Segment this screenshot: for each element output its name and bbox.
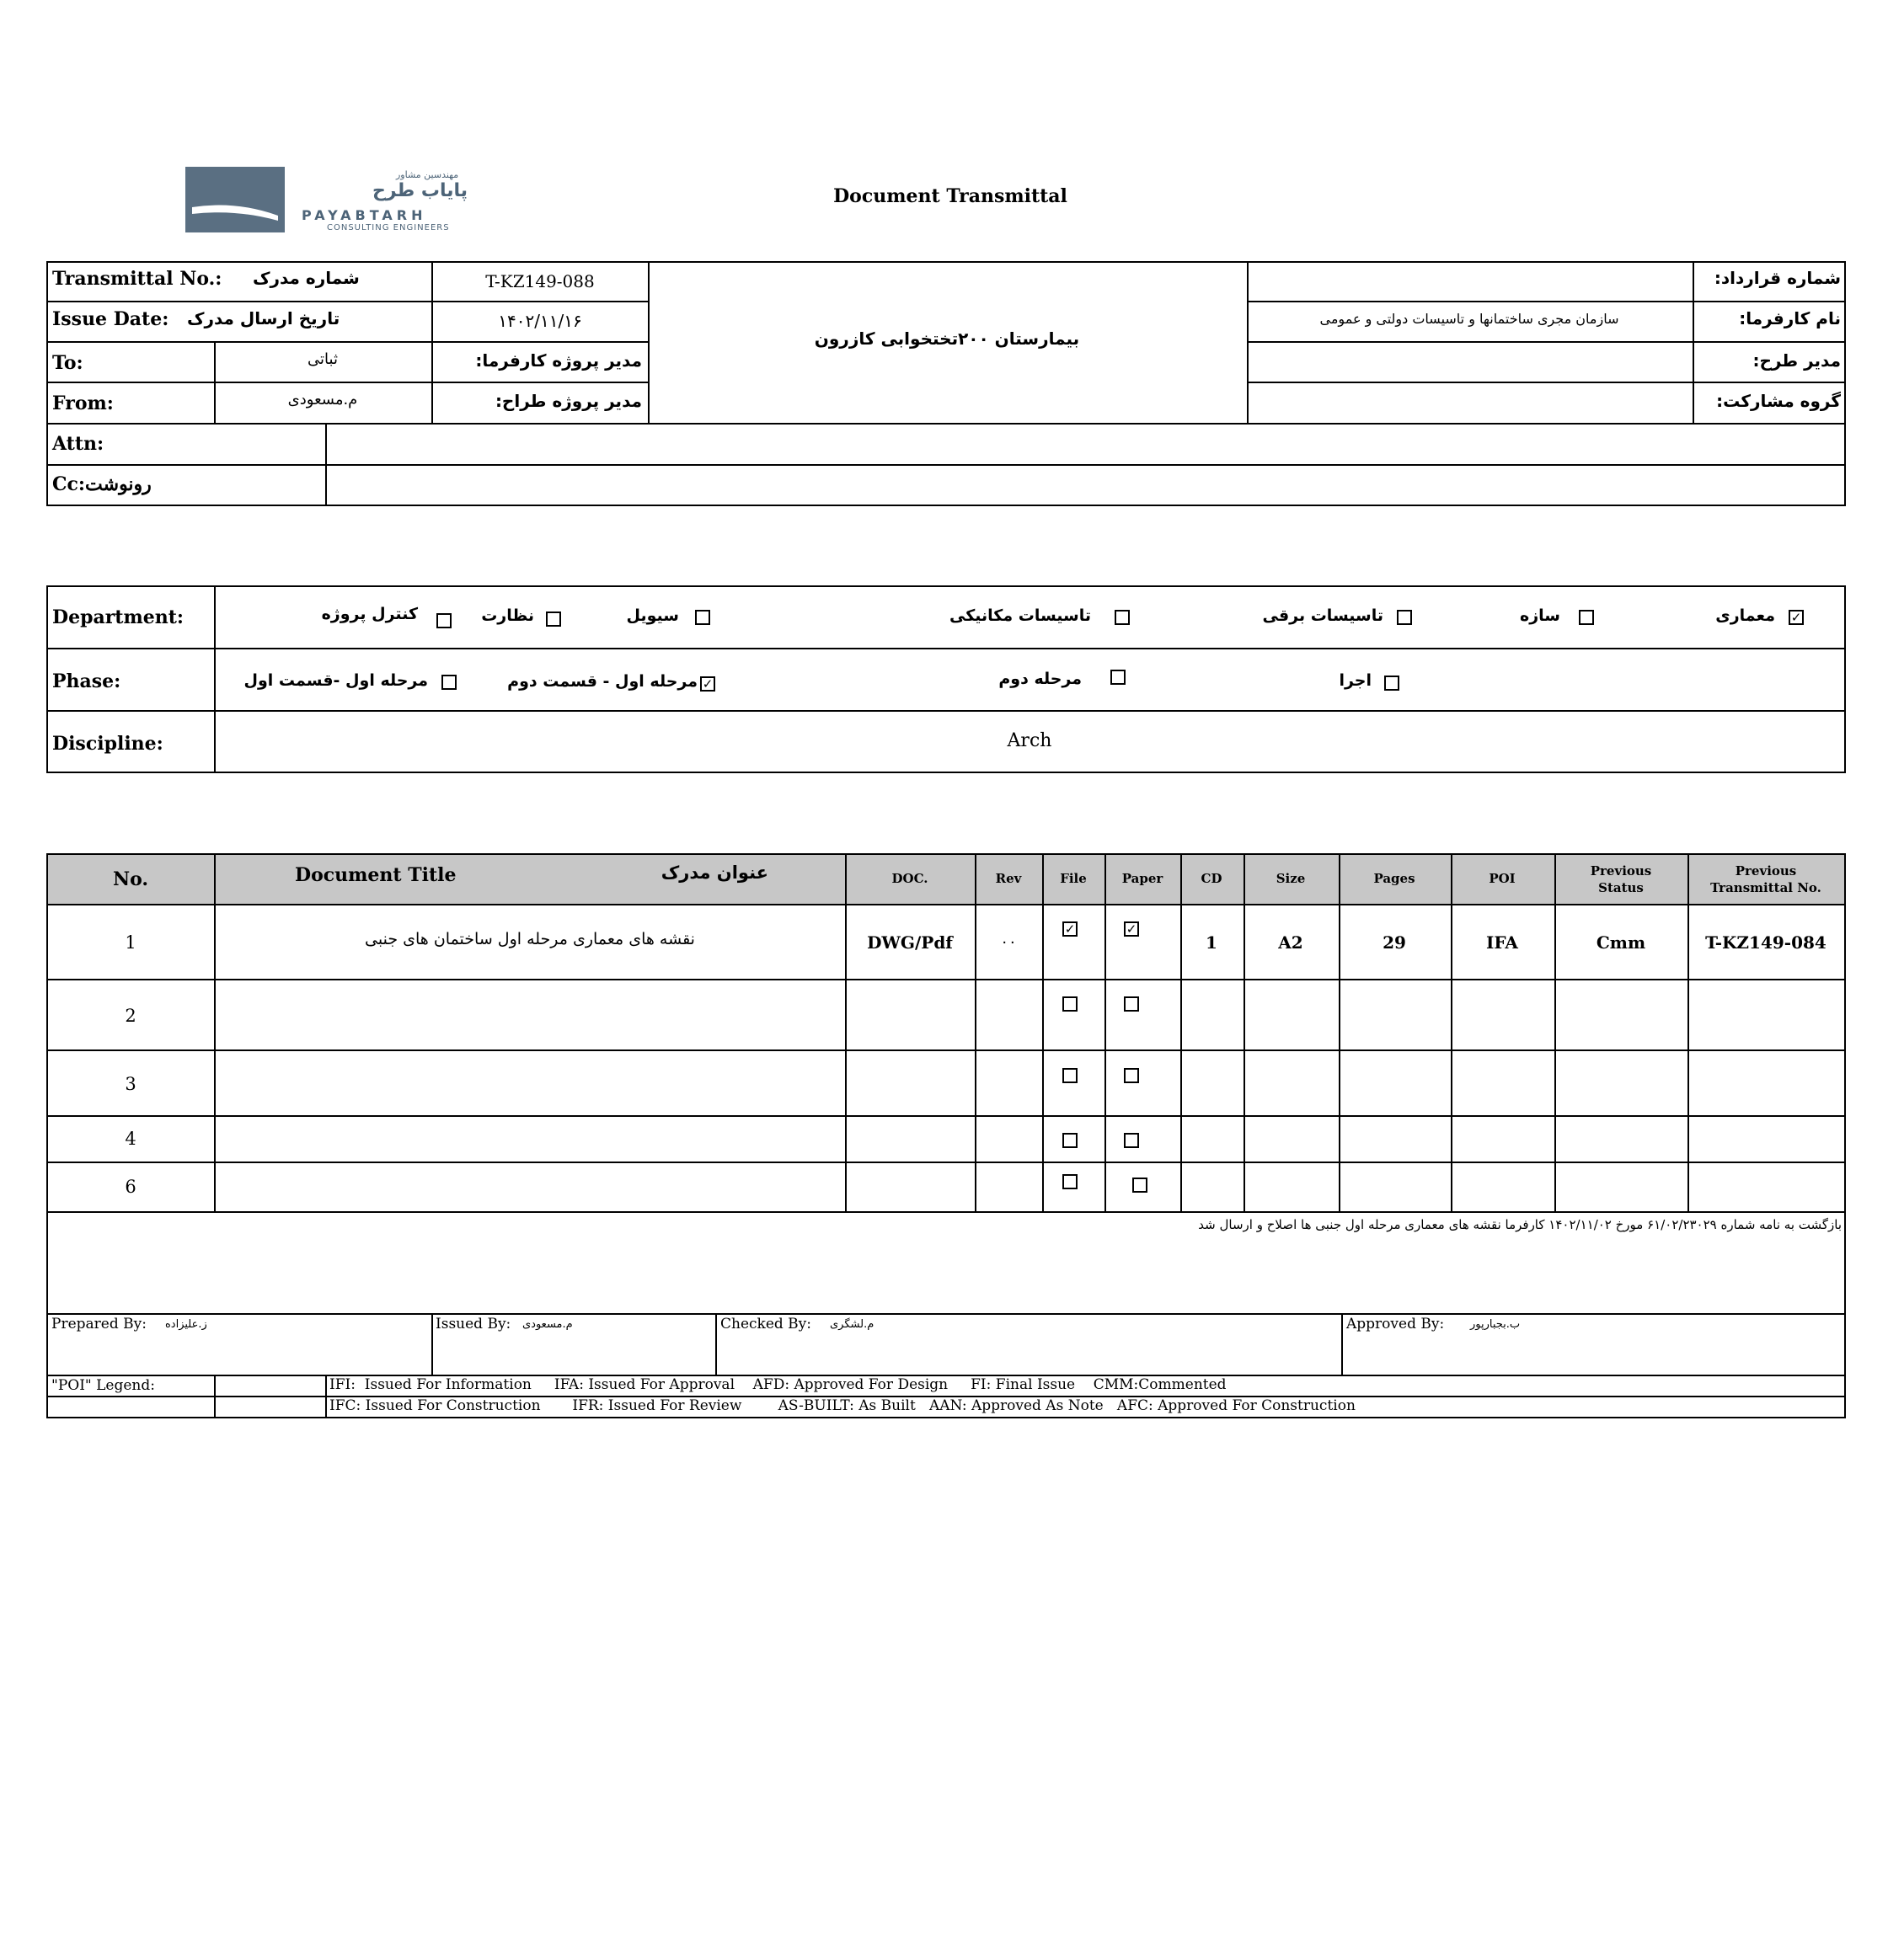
- department-label: Department:: [52, 606, 185, 628]
- logo-latin-sub: CONSULTING ENGINEERS: [327, 223, 450, 232]
- logo-latin-name: PAYABTARH: [302, 207, 427, 223]
- client-name-label: نام کارفرما:: [1739, 308, 1841, 328]
- row-2-file-checkbox[interactable]: [1062, 996, 1078, 1012]
- department-option-supervision: نظارت: [481, 606, 534, 625]
- poi-legend-line-1: IFI: Issued For Information IFA: Issued For Approval AFD: Approved For Design FI: Final Issue CMM:Commented: [329, 1376, 1227, 1393]
- check-icon: ✓: [1064, 921, 1076, 937]
- department-checkbox-mechanical[interactable]: [1115, 610, 1130, 625]
- issue-date-label-fa: تاریخ ارسال مدرک: [187, 308, 340, 328]
- logo-persian-small: مهندسین مشاور: [396, 169, 459, 180]
- row-1-cd: 1: [1206, 932, 1217, 953]
- from-label: From:: [52, 393, 114, 414]
- column-header-prev-trans-1: Previous: [1735, 863, 1797, 879]
- column-header-prev-status-2: Status: [1598, 880, 1644, 895]
- client-name-value: سازمان مجری ساختمانها و تاسیسات دولتی و عمومی: [1319, 311, 1619, 327]
- phase-label: Phase:: [52, 670, 121, 692]
- row-1-no: 1: [125, 932, 136, 953]
- check-icon: ✓: [1790, 610, 1802, 625]
- row-1-pages: 29: [1383, 932, 1406, 953]
- from-value: م.مسعودی: [287, 391, 358, 409]
- project-name: بیمارستان ۲۰۰تختخوابی کازرون: [814, 328, 1080, 349]
- checked-by-value: م.لشگری: [830, 1318, 874, 1331]
- cc-label: Cc:رونوشت: [52, 473, 152, 495]
- contract-no-label: شماره قرارداد:: [1714, 268, 1841, 288]
- client-pm-label: مدیر پروژه کارفرما:: [475, 350, 642, 371]
- phase-checkbox-first-stage-part-two[interactable]: [700, 676, 715, 692]
- department-option-electrical: تاسیسات برقی: [1262, 606, 1383, 625]
- department-option-mechanical: تاسیسات مکانیکی: [949, 606, 1091, 625]
- department-checkbox-project-control[interactable]: [436, 613, 452, 628]
- row-5-no: 6: [125, 1177, 136, 1197]
- department-option-project-control: کنترل پروژه: [321, 605, 418, 623]
- column-header-prev-status-1: Previous: [1590, 863, 1652, 879]
- column-header-title-fa: عنوان مدرک: [661, 863, 768, 883]
- check-icon: ✓: [702, 676, 714, 692]
- page-title: Document Transmittal: [833, 185, 1067, 207]
- row-3-paper-checkbox[interactable]: [1124, 1068, 1139, 1083]
- logo-mark-icon: [185, 167, 285, 232]
- row-2-no: 2: [125, 1006, 136, 1026]
- to-label: To:: [52, 352, 83, 374]
- column-header-prev-trans-2: Transmittal No.: [1710, 880, 1821, 895]
- row-1-doc: DWG/Pdf: [867, 932, 953, 953]
- checked-by-label: Checked By:: [720, 1316, 812, 1332]
- transmittal-no-label: Transmittal No.:: [52, 268, 222, 290]
- department-checkbox-civil[interactable]: [695, 610, 710, 625]
- phase-option-first-stage-part-one: مرحله اول -قسمت اول: [243, 671, 428, 690]
- department-option-structure: سازه: [1520, 606, 1560, 625]
- discipline-label: Discipline:: [52, 733, 163, 755]
- row-1-file-checkbox[interactable]: [1062, 921, 1078, 937]
- row-5-file-checkbox[interactable]: [1062, 1174, 1078, 1189]
- attn-label: Attn:: [52, 433, 104, 455]
- row-1-prev-status: Cmm: [1596, 932, 1646, 953]
- prepared-by-value: ز.علیزاده: [165, 1318, 207, 1331]
- column-header-no: No.: [112, 868, 149, 890]
- phase-checkbox-first-stage-part-one[interactable]: [441, 675, 457, 690]
- issued-by-label: Issued By:: [436, 1316, 511, 1332]
- issue-date-value: ۱۴۰۲/۱۱/۱۶: [498, 311, 582, 331]
- row-1-prev-trans: T-KZ149-084: [1705, 932, 1826, 953]
- department-option-civil: سیویل: [626, 606, 679, 625]
- column-header-cd: CD: [1201, 871, 1222, 886]
- column-header-size: Size: [1276, 871, 1306, 886]
- row-4-file-checkbox[interactable]: [1062, 1133, 1078, 1148]
- issued-by-value: م.مسعودی: [522, 1318, 573, 1331]
- approved-by-label: Approved By:: [1346, 1316, 1445, 1332]
- column-header-file: File: [1060, 871, 1087, 886]
- logo-persian-name: پایاب طرح: [372, 180, 468, 201]
- phase-option-execution: اجرا: [1339, 671, 1372, 690]
- column-header-pages: Pages: [1373, 871, 1415, 886]
- phase-option-first-stage-part-two: مرحله اول - قسمت دوم: [507, 672, 698, 691]
- poi-legend-line-2: IFC: Issued For Construction IFR: Issued For Review AS-BUILT: As Built AAN: Approved As Note AFC: Approved For Construction: [329, 1397, 1356, 1414]
- to-value: ثباتی: [308, 350, 338, 368]
- department-checkbox-supervision[interactable]: [546, 611, 561, 627]
- header-block: [46, 261, 1846, 506]
- department-option-architecture: معماری: [1715, 606, 1775, 625]
- row-3-file-checkbox[interactable]: [1062, 1068, 1078, 1083]
- transmittal-no-label-fa: شماره مدرک: [253, 268, 360, 288]
- poi-legend-label: "POI" Legend:: [51, 1377, 155, 1394]
- designer-pm-label: مدیر پروژه طراح:: [495, 391, 642, 411]
- row-4-paper-checkbox[interactable]: [1124, 1133, 1139, 1148]
- department-checkbox-electrical[interactable]: [1397, 610, 1412, 625]
- company-logo: [185, 165, 497, 238]
- check-icon: ✓: [1126, 921, 1137, 937]
- row-1-title: نقشه های معماری مرحله اول ساختمان های جنبی: [365, 930, 695, 948]
- prepared-by-label: Prepared By:: [51, 1316, 147, 1332]
- department-checkbox-architecture[interactable]: [1789, 610, 1804, 625]
- row-1-size: A2: [1278, 932, 1303, 953]
- column-header-paper: Paper: [1121, 871, 1163, 886]
- phase-checkbox-execution[interactable]: [1384, 676, 1399, 691]
- row-3-no: 3: [125, 1074, 136, 1094]
- column-header-doc: DOC.: [891, 871, 928, 886]
- remarks-text: بازگشت به نامه شماره ۶۱/۰۲/۲۳۰۲۹ مورخ ۱۴۰۲/۱۱/۰۲ کارفرما نقشه های معماری مرحله اول جنبی ها اصلاح و ارسال شد: [1198, 1217, 1842, 1232]
- phase-option-second-stage: مرحله دوم: [998, 670, 1082, 688]
- row-1-poi: IFA: [1486, 932, 1518, 953]
- column-header-poi: POI: [1489, 871, 1516, 886]
- row-4-no: 4: [125, 1129, 136, 1149]
- phase-checkbox-second-stage[interactable]: [1110, 670, 1126, 685]
- issue-date-label: Issue Date:: [52, 308, 169, 330]
- discipline-value: Arch: [1007, 730, 1052, 751]
- approved-by-value: ب.بجبارپور: [1470, 1318, 1521, 1331]
- partnership-label: گروه مشارکت:: [1716, 391, 1841, 411]
- row-1-paper-checkbox[interactable]: [1124, 921, 1139, 937]
- department-checkbox-structure[interactable]: [1579, 610, 1594, 625]
- row-5-paper-checkbox[interactable]: [1132, 1178, 1147, 1193]
- row-2-paper-checkbox[interactable]: [1124, 996, 1139, 1012]
- column-header-title-en: Document Title: [295, 864, 457, 886]
- column-header-rev: Rev: [995, 871, 1022, 886]
- transmittal-no-value: T-KZ149-088: [485, 271, 595, 291]
- design-manager-label: مدیر طرح:: [1752, 350, 1841, 371]
- row-1-rev: ۰۰: [1000, 933, 1017, 951]
